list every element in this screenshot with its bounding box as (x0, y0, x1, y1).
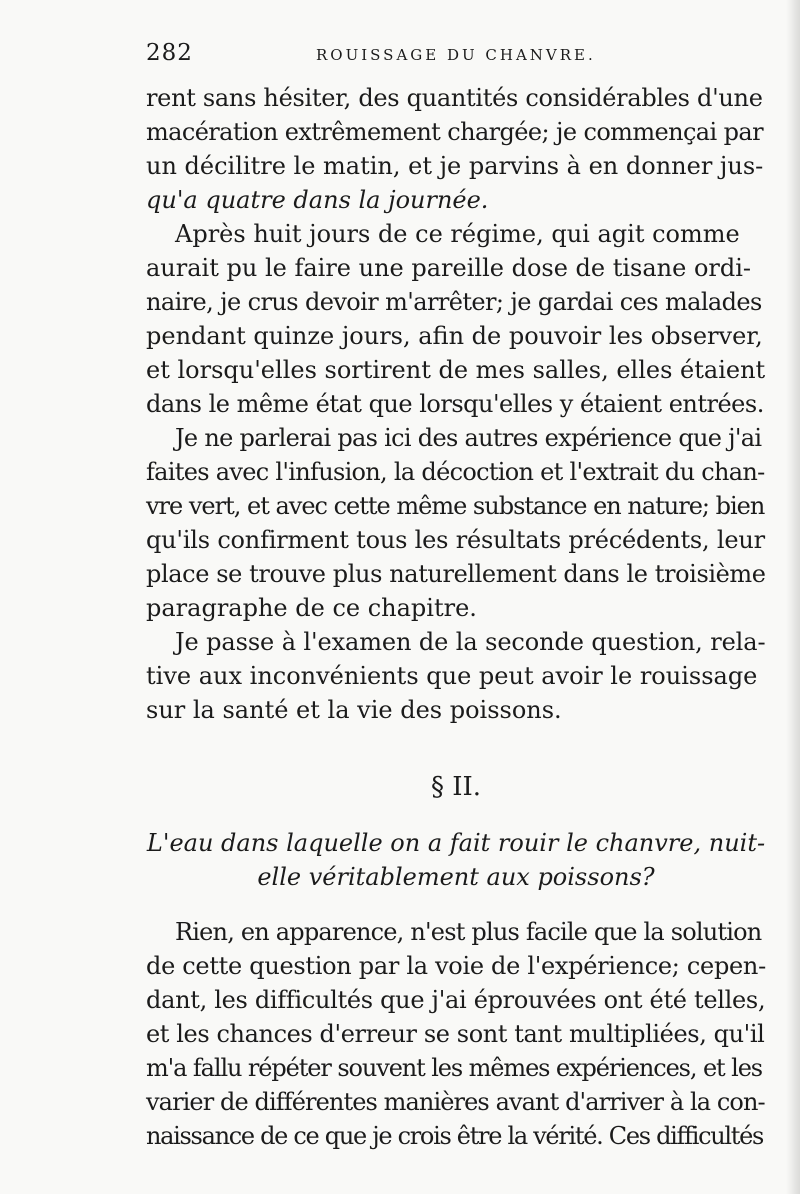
text-line: tive aux inconvénients que peut avoir le rouissage (146, 662, 758, 690)
text-line: qu'ils confirment tous les résultats précédents, leur (146, 526, 765, 554)
page-header (146, 40, 766, 72)
text-line: pendant quinze jours, afin de pouvoir les observer, (146, 322, 763, 350)
text-line: vre vert, et avec cette même substance en nature; bien (146, 492, 765, 520)
text-line: varier de différentes manières avant d'arriver à la con- (146, 1088, 765, 1116)
paragraph-first-line: Je ne parlerai pas ici des autres expérience que j'ai (175, 424, 762, 452)
text-line: dans le même état que lorsqu'elles y étaient entrées. (146, 390, 764, 418)
text-line: m'a fallu répéter souvent les mêmes expériences, et les (146, 1054, 763, 1082)
text-line: et les chances d'erreur se sont tant multipliées, qu'il (146, 1020, 765, 1048)
page-edge-shadow (786, 0, 800, 1194)
text-line: de cette question par la voie de l'expérience; cepen- (146, 952, 766, 980)
text-line: place se trouve plus naturellement dans le troisième (146, 560, 766, 588)
section-subtitle: L'eau dans laquelle on a fait rouir le chanvre, nuit- (146, 829, 766, 857)
page-number: 282 (146, 40, 193, 66)
section-heading: § II. (430, 772, 482, 802)
text-line: aurait pu le faire une pareille dose de tisane ordi- (146, 254, 752, 282)
text-line: faites avec l'infusion, la décoction et l'extrait du chan- (146, 458, 765, 486)
text-line: qu'a quatre dans la journée. (146, 186, 489, 214)
text-line: sur la santé et la vie des poissons. (146, 696, 562, 724)
running-head: ROUISSAGE DU CHANVRE. (316, 46, 596, 64)
paragraph-first-line: Après huit jours de ce régime, qui agit comme (175, 220, 740, 248)
text-line: naissance de ce que je crois être la vérité. Ces difficultés (146, 1122, 764, 1150)
text-line: paragraphe de ce chapitre. (146, 594, 477, 622)
section-subtitle: elle véritablement aux poissons? (257, 863, 655, 891)
text-line: un décilitre le matin, et je parvins à en donner jus- (146, 152, 764, 180)
text-line: macération extrêmement chargée; je commençai par (146, 118, 763, 146)
paragraph-first-line: Je passe à l'examen de la seconde question, rela- (175, 628, 766, 656)
text-line: et lorsqu'elles sortirent de mes salles, elles étaient (146, 356, 766, 384)
text-line: rent sans hésiter, des quantités considérables d'une (146, 84, 763, 112)
paragraph-first-line: Rien, en apparence, n'est plus facile que la solution (175, 918, 762, 946)
text-line: naire, je crus devoir m'arrêter; je gardai ces malades (146, 288, 762, 316)
text-line: dant, les difficultés que j'ai éprouvées ont été telles, (146, 986, 766, 1014)
